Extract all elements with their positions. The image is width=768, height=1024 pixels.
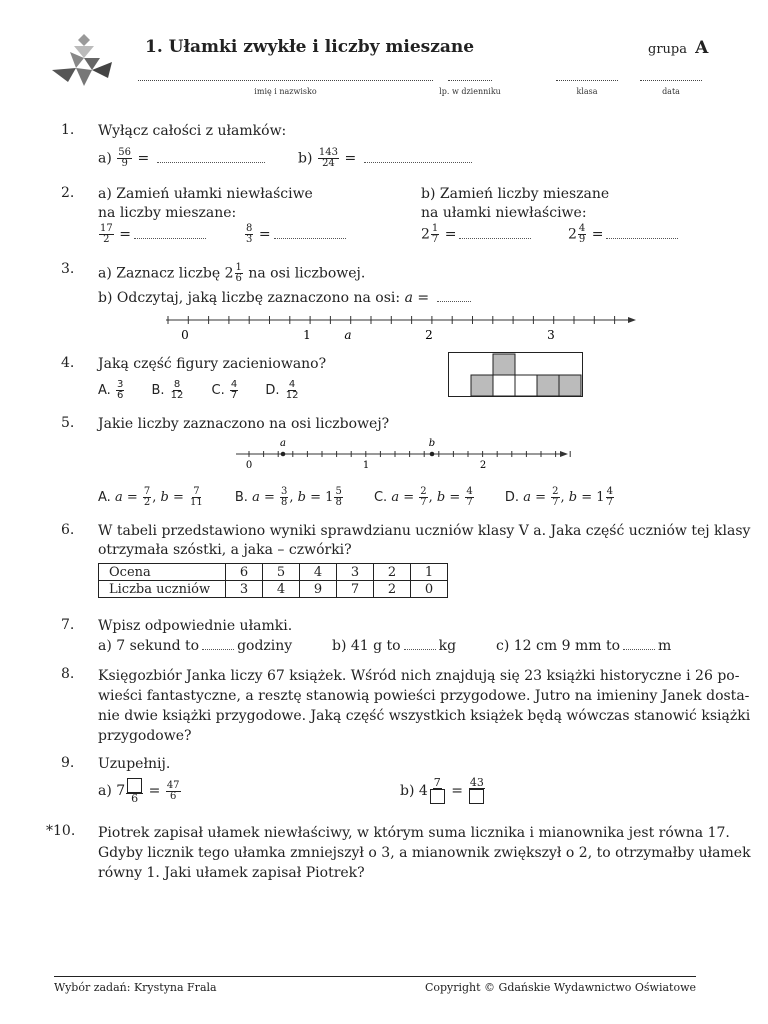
q10-number: *10. xyxy=(46,823,76,839)
q9-b: b) 4 7 = 43 xyxy=(400,778,486,804)
name-field[interactable] xyxy=(138,80,433,81)
class-number-field-label: lp. w dzienniku xyxy=(439,87,501,96)
q2-a-item2-answer[interactable] xyxy=(274,237,346,239)
q5-point-a: a xyxy=(280,438,286,449)
table-row xyxy=(99,564,448,581)
date-field[interactable] xyxy=(640,80,702,81)
q2-a-item2: $\frac{8}{3}$ = xyxy=(244,224,349,245)
table-row xyxy=(99,581,448,598)
footer-divider xyxy=(54,976,696,977)
q5-option-b[interactable]: B. a = $\frac{3}{8}$ , b = 1 $\frac{5}{8}$ xyxy=(234,486,342,508)
q4-option-d[interactable]: D. $\frac{4}{12}$ xyxy=(265,379,299,401)
q2-b-line2: na ułamki niewłaściwe: xyxy=(421,205,587,221)
table-cell: 3 xyxy=(226,581,263,598)
q1-a-label: a) xyxy=(98,150,112,167)
q5-number-line xyxy=(230,436,575,472)
group-label: grupa xyxy=(648,42,687,57)
q2-a-line2: na liczby mieszane: xyxy=(98,205,237,221)
table-cell: 6 xyxy=(226,564,263,581)
q1-a-answer[interactable] xyxy=(157,161,265,163)
q9-text: Uzupełnij. xyxy=(98,756,171,772)
class-field-label: klasa xyxy=(576,87,598,96)
q10-text: Piotrek zapisał ułamek niewłaściwy, w którym suma licznika i mianownika jest równa 17. Gdyby licznik tego ułamka zmniejszył o 3, a mianownik zwiększył o 2, to otrzymałby ułamek równy 1. Jaki ułamek zapisał Piotrek? xyxy=(98,825,751,881)
table-cell: 7 xyxy=(337,581,374,598)
q7-a: a) 7 sekund to godziny xyxy=(98,638,293,654)
q7-a-answer[interactable] xyxy=(202,648,234,650)
q6-grades-table xyxy=(98,563,448,598)
q2-number: 2. xyxy=(61,185,75,201)
q5-axis-label-1: 1 xyxy=(362,460,370,471)
q1-b-answer[interactable] xyxy=(364,161,472,163)
q2-a-item1-answer[interactable] xyxy=(134,237,206,239)
q9-a-box[interactable] xyxy=(127,778,142,793)
q2-b-item1: 2 $\frac{1}{7}$ = xyxy=(421,224,534,245)
q3-b-answer[interactable] xyxy=(437,300,471,302)
q9-a: a) 7 6 = $\frac{47}{6}$ xyxy=(98,779,180,805)
equals-sign: = xyxy=(137,150,150,167)
q4-text: Jaką część figury zacieniowano? xyxy=(98,356,327,372)
equals-sign: = xyxy=(344,150,357,167)
table-row-label: Liczba uczniów xyxy=(99,581,226,598)
q2-a-item1: $\frac{17}{2}$ = xyxy=(98,224,209,245)
footer-copyright: Copyright © Gdańskie Wydawnictwo Oświatowe xyxy=(424,981,696,994)
q4-option-a[interactable]: A. $\frac{3}{6}$ xyxy=(98,379,124,401)
q9-number: 9. xyxy=(61,755,75,771)
q8-text: Księgozbiór Janka liczy 67 książek. Wśród nich znajdują się 23 książki historyczne i 26 po- wieści fantastyczne, a resztę stanowią powieści przygodowe. Jutro na imieniny Janek dosta- nie dwie książki przygodowe. Jaką część wszystkich książek będą wówczas stanowić książki przygodowe? xyxy=(98,668,751,744)
q7-number: 7. xyxy=(61,617,75,633)
footer-author: Wybór zadań: Krystyna Frala xyxy=(54,981,217,994)
table-cell: 9 xyxy=(300,581,337,598)
q4-number: 4. xyxy=(61,355,75,371)
q5-number: 5. xyxy=(61,415,75,431)
date-field-label: data xyxy=(662,87,680,96)
q7-b-answer[interactable] xyxy=(404,648,436,650)
q3-axis-label-a: a xyxy=(344,328,352,342)
q9-b-box-den[interactable] xyxy=(430,789,445,804)
q3-number: 3. xyxy=(61,261,75,277)
q1-b-label: b) xyxy=(298,150,313,167)
q6-number: 6. xyxy=(61,522,75,538)
q5-axis-label-2: 2 xyxy=(479,460,487,471)
tangram-logo xyxy=(48,34,118,88)
table-row-label: Ocena xyxy=(99,564,226,581)
q7-c: c) 12 cm 9 mm to m xyxy=(496,638,672,654)
q3-a: a) Zaznacz liczbę 2 $\frac{1}{6}$ na osi liczbowej. xyxy=(98,262,366,284)
table-cell: 1 xyxy=(411,564,448,581)
q4-option-b[interactable]: B. $\frac{8}{12}$ xyxy=(151,379,184,401)
table-cell: 3 xyxy=(337,564,374,581)
q1-a-fraction: $\frac{56}{9}$ xyxy=(118,147,131,169)
q5-text: Jakie liczby zaznaczono na osi liczbowej? xyxy=(98,416,390,432)
table-cell: 4 xyxy=(300,564,337,581)
q3-axis-label-2: 2 xyxy=(425,328,433,342)
q2-b-item1-answer[interactable] xyxy=(459,237,531,239)
q5-option-a[interactable]: A. a = $\frac{7}{2}$ , b = $\frac{7}{11}$ xyxy=(98,486,203,508)
q7-c-answer[interactable] xyxy=(623,648,655,650)
q1-b-fraction: $\frac{143}{24}$ xyxy=(318,147,338,169)
q7-text: Wpisz odpowiednie ułamki. xyxy=(98,618,293,634)
table-cell: 2 xyxy=(374,581,411,598)
q2-b-item2: 2 $\frac{4}{9}$ = xyxy=(568,224,681,245)
q6-line2: otrzymała szóstki, a jaka – czwórki? xyxy=(98,542,352,558)
q5-option-c[interactable]: C. a = $\frac{2}{7}$ , b = $\frac{4}{7}$ xyxy=(373,486,473,508)
worksheet-title: 1. Ułamki zwykłe i liczby mieszane xyxy=(145,37,475,57)
q3-number-line[interactable] xyxy=(160,310,640,346)
q1-a xyxy=(98,148,268,169)
class-number-field[interactable] xyxy=(448,80,492,81)
table-cell: 4 xyxy=(263,581,300,598)
q3-b: b) Odczytaj, jaką liczbę zaznaczono na osi: a = xyxy=(98,289,474,307)
q4-shaded-figure xyxy=(448,352,584,398)
q3-axis-label-0: 0 xyxy=(181,328,189,342)
q6-line1: W tabeli przedstawiono wyniki sprawdzianu uczniów klasy V a. Jaka część uczniów tej klasy xyxy=(98,523,751,539)
group-indicator xyxy=(648,38,708,58)
class-field[interactable] xyxy=(556,80,618,81)
table-cell: 5 xyxy=(263,564,300,581)
q5-point-b: b xyxy=(428,438,436,449)
q1-b xyxy=(298,148,475,169)
table-cell: 2 xyxy=(374,564,411,581)
q1-number: 1. xyxy=(61,122,75,138)
q5-option-d[interactable]: D. a = $\frac{2}{7}$ , b = 1 $\frac{4}{7}$ xyxy=(504,486,613,508)
group-value: A xyxy=(695,38,709,58)
q2-a-line1: a) Zamień ułamki niewłaściwe xyxy=(98,186,313,202)
q2-b-line1: b) Zamień liczby mieszane xyxy=(421,186,610,202)
q8-number: 8. xyxy=(61,666,75,682)
q4-options xyxy=(98,380,300,401)
q1-text: Wyłącz całości z ułamków: xyxy=(98,123,287,139)
q7-b: b) 41 g to kg xyxy=(332,638,457,654)
name-field-label: imię i nazwisko xyxy=(254,87,317,96)
q5-options xyxy=(98,487,615,508)
q9-b-box-result[interactable] xyxy=(469,789,484,804)
q3-axis-label-1: 1 xyxy=(303,328,311,342)
table-cell: 0 xyxy=(411,581,448,598)
q2-b-item2-answer[interactable] xyxy=(606,237,678,239)
q3-axis-label-3: 3 xyxy=(547,328,555,342)
q5-axis-label-0: 0 xyxy=(245,460,253,471)
q4-option-c[interactable]: C. $\frac{4}{7}$ xyxy=(211,379,238,401)
